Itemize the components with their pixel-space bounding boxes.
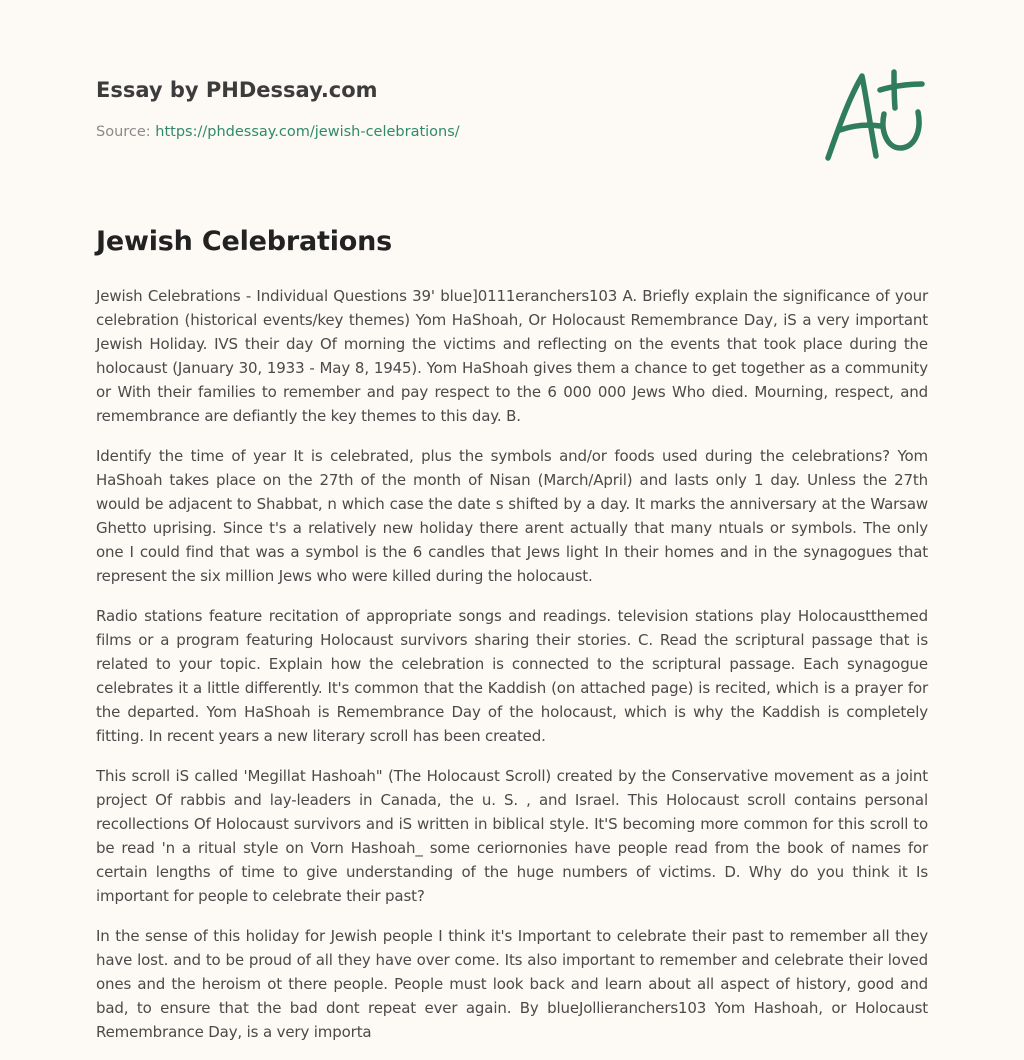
essay-paragraph: Jewish Celebrations - Individual Questions 39' blue]0111eranchers103 A. Briefly explain the significance of your celebration (historical events/key themes) Yom HaShoah, Or Holocaust Remembrance Day, iS a very important Jewish Holiday. IVS their day Of morning the victims and reflecting on the events that took place during the holocaust (January 30, 1933 - May 8, 1945). Yom HaShoah gives them a chance to get together as a community or With their families to remember and pay respect to the 6 000 000 Jews Who died. Mourning, respect, and remembrance are defiantly the key themes to this day. B. bbox=[96, 287, 928, 425]
source-link[interactable]: https://phdessay.com/jewish-celebrations/ bbox=[155, 124, 460, 140]
essay-title: Jewish Celebrations bbox=[96, 226, 393, 257]
essay-body bbox=[96, 284, 928, 1060]
a-plus-logo-icon bbox=[818, 64, 934, 168]
essay-paragraph: This scroll iS called 'Megillat Hashoah" (The Holocaust Scroll) created by the Conservative movement as a joint project Of rabbis and lay-leaders in Canada, the u. S. , and Israel. This Holocaust scroll contains personal recollections Of Holocaust survivors and iS written in biblical style. It'S becoming more common for this scroll to be read 'n a ritual style on Vorn Hashoah_ some ceriornonies have people read from the book of names for certain lengths of time to give understanding of the huge numbers of victims. D. Why do you think it Is important for people to celebrate their past? bbox=[96, 767, 928, 905]
source-line bbox=[96, 124, 460, 140]
brand-title: Essay by PHDessay.com bbox=[96, 78, 378, 102]
essay-paragraph: Radio stations feature recitation of appropriate songs and readings. television stations play Holocaustthemed films or a program featuring Holocaust survivors sharing their stories. C. Read the scriptural passage that is related to your topic. Explain how the celebration is connected to the scriptural passage. Each synagogue celebrates it a little differently. It's common that the Kaddish (on attached page) is recited, which is a prayer for the departed. Yom HaShoah is Remembrance Day of the holocaust, which is why the Kaddish is completely fitting. In recent years a new literary scroll has been created. bbox=[96, 607, 928, 745]
source-label: Source: bbox=[96, 124, 151, 140]
essay-paragraph: In the sense of this holiday for Jewish people I think it's Important to celebrate their past to remember all they have lost. and to be proud of all they have over come. Its also important to remember and celebrate their loved ones and the heroism ot there people. People must look back and learn about all aspect of history, good and bad, to ensure that the bad dont repeat ever again. By blueJollieranchers103 Yom Hashoah, or Holocaust Remembrance Day, is a very importa bbox=[96, 927, 928, 1041]
essay-paragraph: Identify the time of year It is celebrated, plus the symbols and/or foods used during the celebrations? Yom HaShoah takes place on the 27th of the month of Nisan (March/April) and lasts only 1 day. Unless the 27th would be adjacent to Shabbat, n which case the date s shifted by a day. It marks the anniversary at the Warsaw Ghetto uprising. Since t's a relatively new holiday there arent actually that many ntuals or symbols. The only one I could find that was a symbol is the 6 candles that Jews light In their homes and in the synagogues that represent the six million Jews who were killed during the holocaust. bbox=[96, 447, 928, 585]
